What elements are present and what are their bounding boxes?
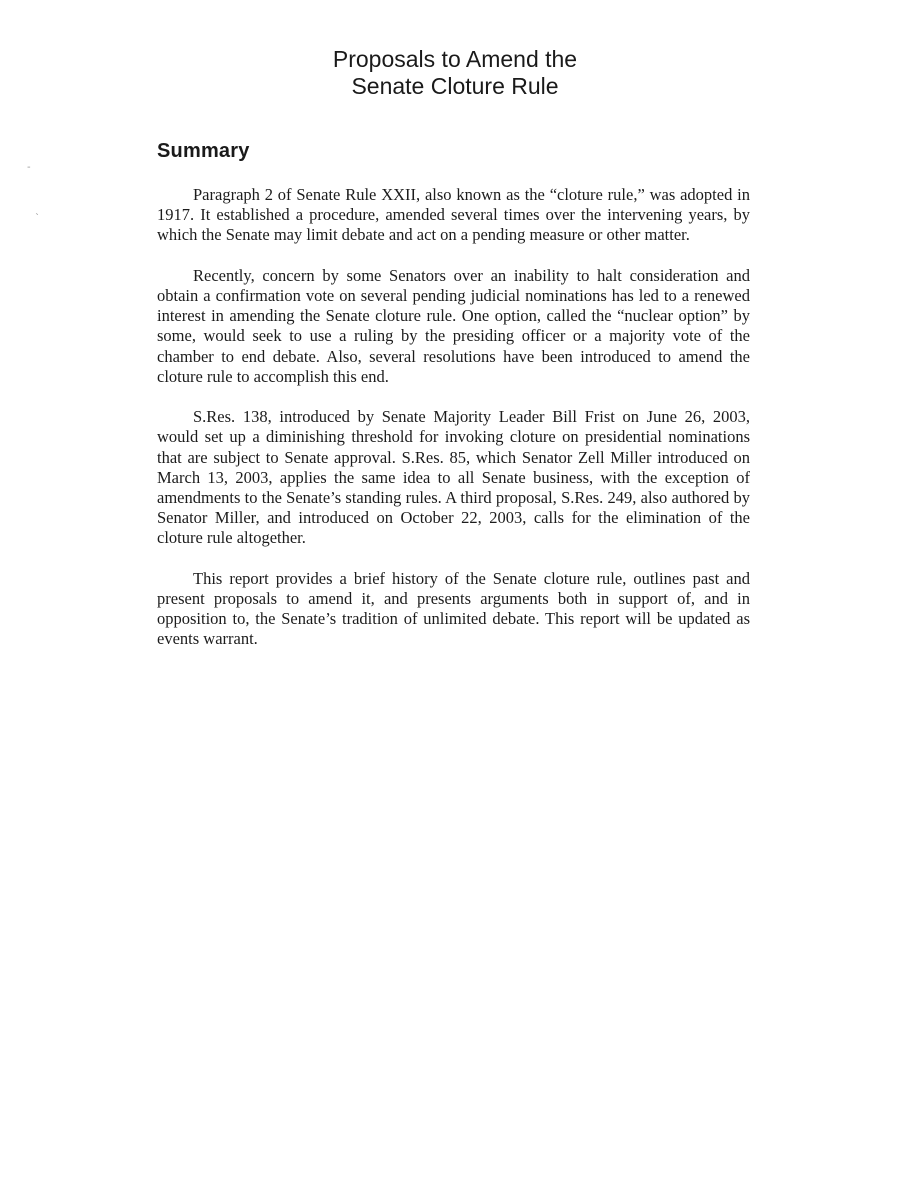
paragraph: Recently, concern by some Senators over an inability to halt consideration and obtain a confirmation vote on several pending judicial nominations has led to a renewed interest in amending the Senate cloture rule. One option, called the “nuclear option” by some, would seek to use a ruling by the presiding officer or a majority vote of the chamber to end debate. Also, several resolutions have been introduced to amend the cloture rule to accomplish this end. (157, 265, 750, 386)
document-title (0, 46, 910, 100)
paragraph: S.Res. 138, introduced by Senate Majority Leader Bill Frist on June 26, 2003, would set up a diminishing threshold for invoking cloture on presidential nominations that are subject to Senate approval. S.Res. 85, which Senator Zell Miller introduced on March 13, 2003, applies the same idea to all Senate business, with the exception of amendments to the Senate’s standing rules. A third proposal, S.Res. 249, also authored by Senator Miller, and introduced on October 22, 2003, calls for the elimination of the cloture rule altogether. (157, 407, 750, 548)
summary-body (157, 185, 750, 670)
paragraph: Paragraph 2 of Senate Rule XXII, also known as the “cloture rule,” was adopted in 1917. It established a procedure, amended several times over the intervening years, by which the Senate may limit debate and act on a pending measure or other matter. (157, 185, 750, 245)
paragraph: This report provides a brief history of the Senate cloture rule, outlines past and present proposals to amend it, and presents arguments both in support of, and in opposition to, the Senate’s tradition of unlimited debate. This report will be updated as events warrant. (157, 568, 750, 649)
title-line-2: Senate Cloture Rule (351, 73, 559, 99)
title-line-1: Proposals to Amend the (332, 46, 578, 72)
scan-mark: ` (35, 213, 40, 224)
section-heading-summary: Summary (157, 140, 250, 162)
scan-mark: - (27, 162, 31, 173)
